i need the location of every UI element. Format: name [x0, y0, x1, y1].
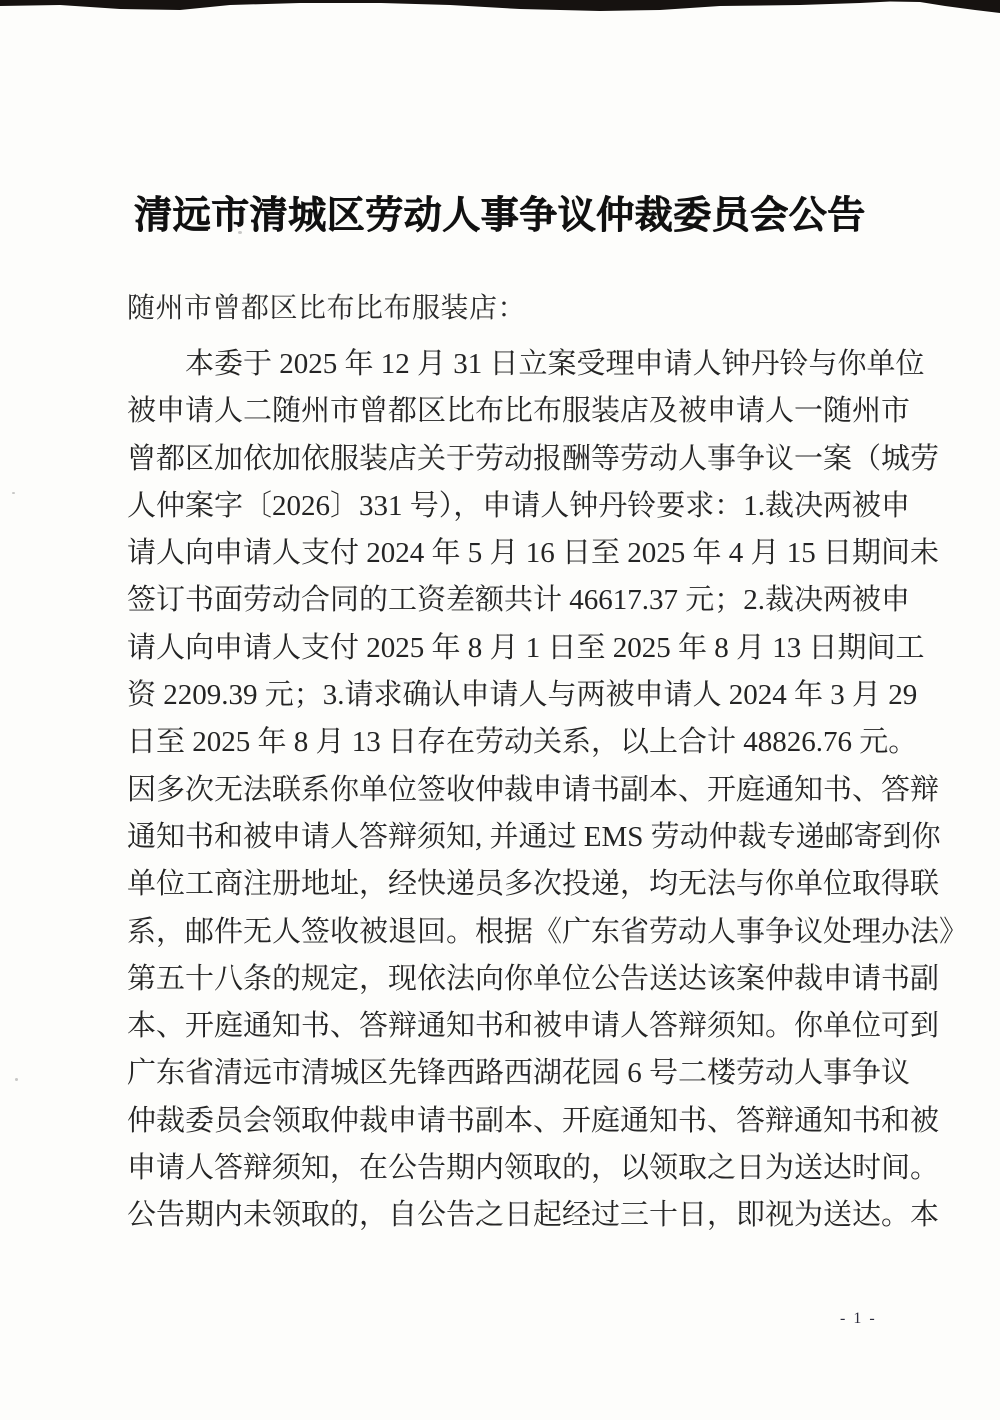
body-line: 系，邮件无人签收被退回。根据《广东省劳动人事争议处理办法》: [127, 915, 969, 948]
body-line: 资 2209.39 元；3.请求确认申请人与两被申请人 2024 年 3 月 29: [127, 679, 918, 712]
body-line: 第五十八条的规定，现依法向你单位公告送达该案仲裁申请书副: [127, 962, 940, 995]
body-line: 请人向申请人支付 2024 年 5 月 16 日至 2025 年 4 月 15 日期间未: [127, 537, 940, 570]
scan-edge-artifact: [0, 0, 1000, 16]
body-line: 人仲案字〔2026〕331 号），申请人钟丹铃要求：1.裁决两被申: [127, 489, 911, 522]
body-line: 曾都区加依加依服装店关于劳动报酬等劳动人事争议一案（城劳: [127, 442, 940, 475]
page-number: - 1 -: [840, 1310, 877, 1327]
body-line: 请人向申请人支付 2025 年 8 月 1 日至 2025 年 8 月 13 日期间工: [127, 631, 925, 664]
body-line: 仲裁委员会领取仲裁申请书副本、开庭通知书、答辩通知书和被: [127, 1104, 940, 1137]
body-line: 广东省清远市清城区先锋西路西湖花园 6 号二楼劳动人事争议: [127, 1057, 911, 1090]
body-line: 单位工商注册地址，经快递员多次投递，均无法与你单位取得联: [127, 868, 940, 901]
scan-speck: [15, 1078, 18, 1081]
scan-speck: [12, 492, 15, 494]
body-line: 申请人答辩须知，在公告期内领取的，以领取之日为送达时间。: [127, 1152, 940, 1185]
body-line: 通知书和被申请人答辩须知, 并通过 EMS 劳动仲裁专递邮寄到你: [127, 820, 941, 853]
body-line: 被申请人二随州市曾都区比布比布服装店及被申请人一随州市: [127, 395, 911, 428]
body-line: 日至 2025 年 8 月 13 日存在劳动关系，以上合计 48826.76 元。: [127, 726, 918, 759]
addressee-line: 随州市曾都区比布比布服装店：: [127, 293, 527, 324]
body-line: 本委于 2025 年 12 月 31 日立案受理申请人钟丹铃与你单位: [185, 348, 925, 380]
body-line: 因多次无法联系你单位签收仲裁申请书副本、开庭通知书、答辩: [127, 773, 940, 806]
notice-title: 清远市清城区劳动人事争议仲裁委员会公告: [134, 195, 866, 237]
body-line: 签订书面劳动合同的工资差额共计 46617.37 元；2.裁决两被申: [127, 584, 911, 617]
notice-body: [127, 341, 969, 1240]
body-line: 公告期内未领取的，自公告之日起经过三十日，即视为送达。本: [127, 1199, 940, 1232]
body-line: 本、开庭通知书、答辩通知书和被申请人答辩须知。你单位可到: [127, 1010, 940, 1043]
